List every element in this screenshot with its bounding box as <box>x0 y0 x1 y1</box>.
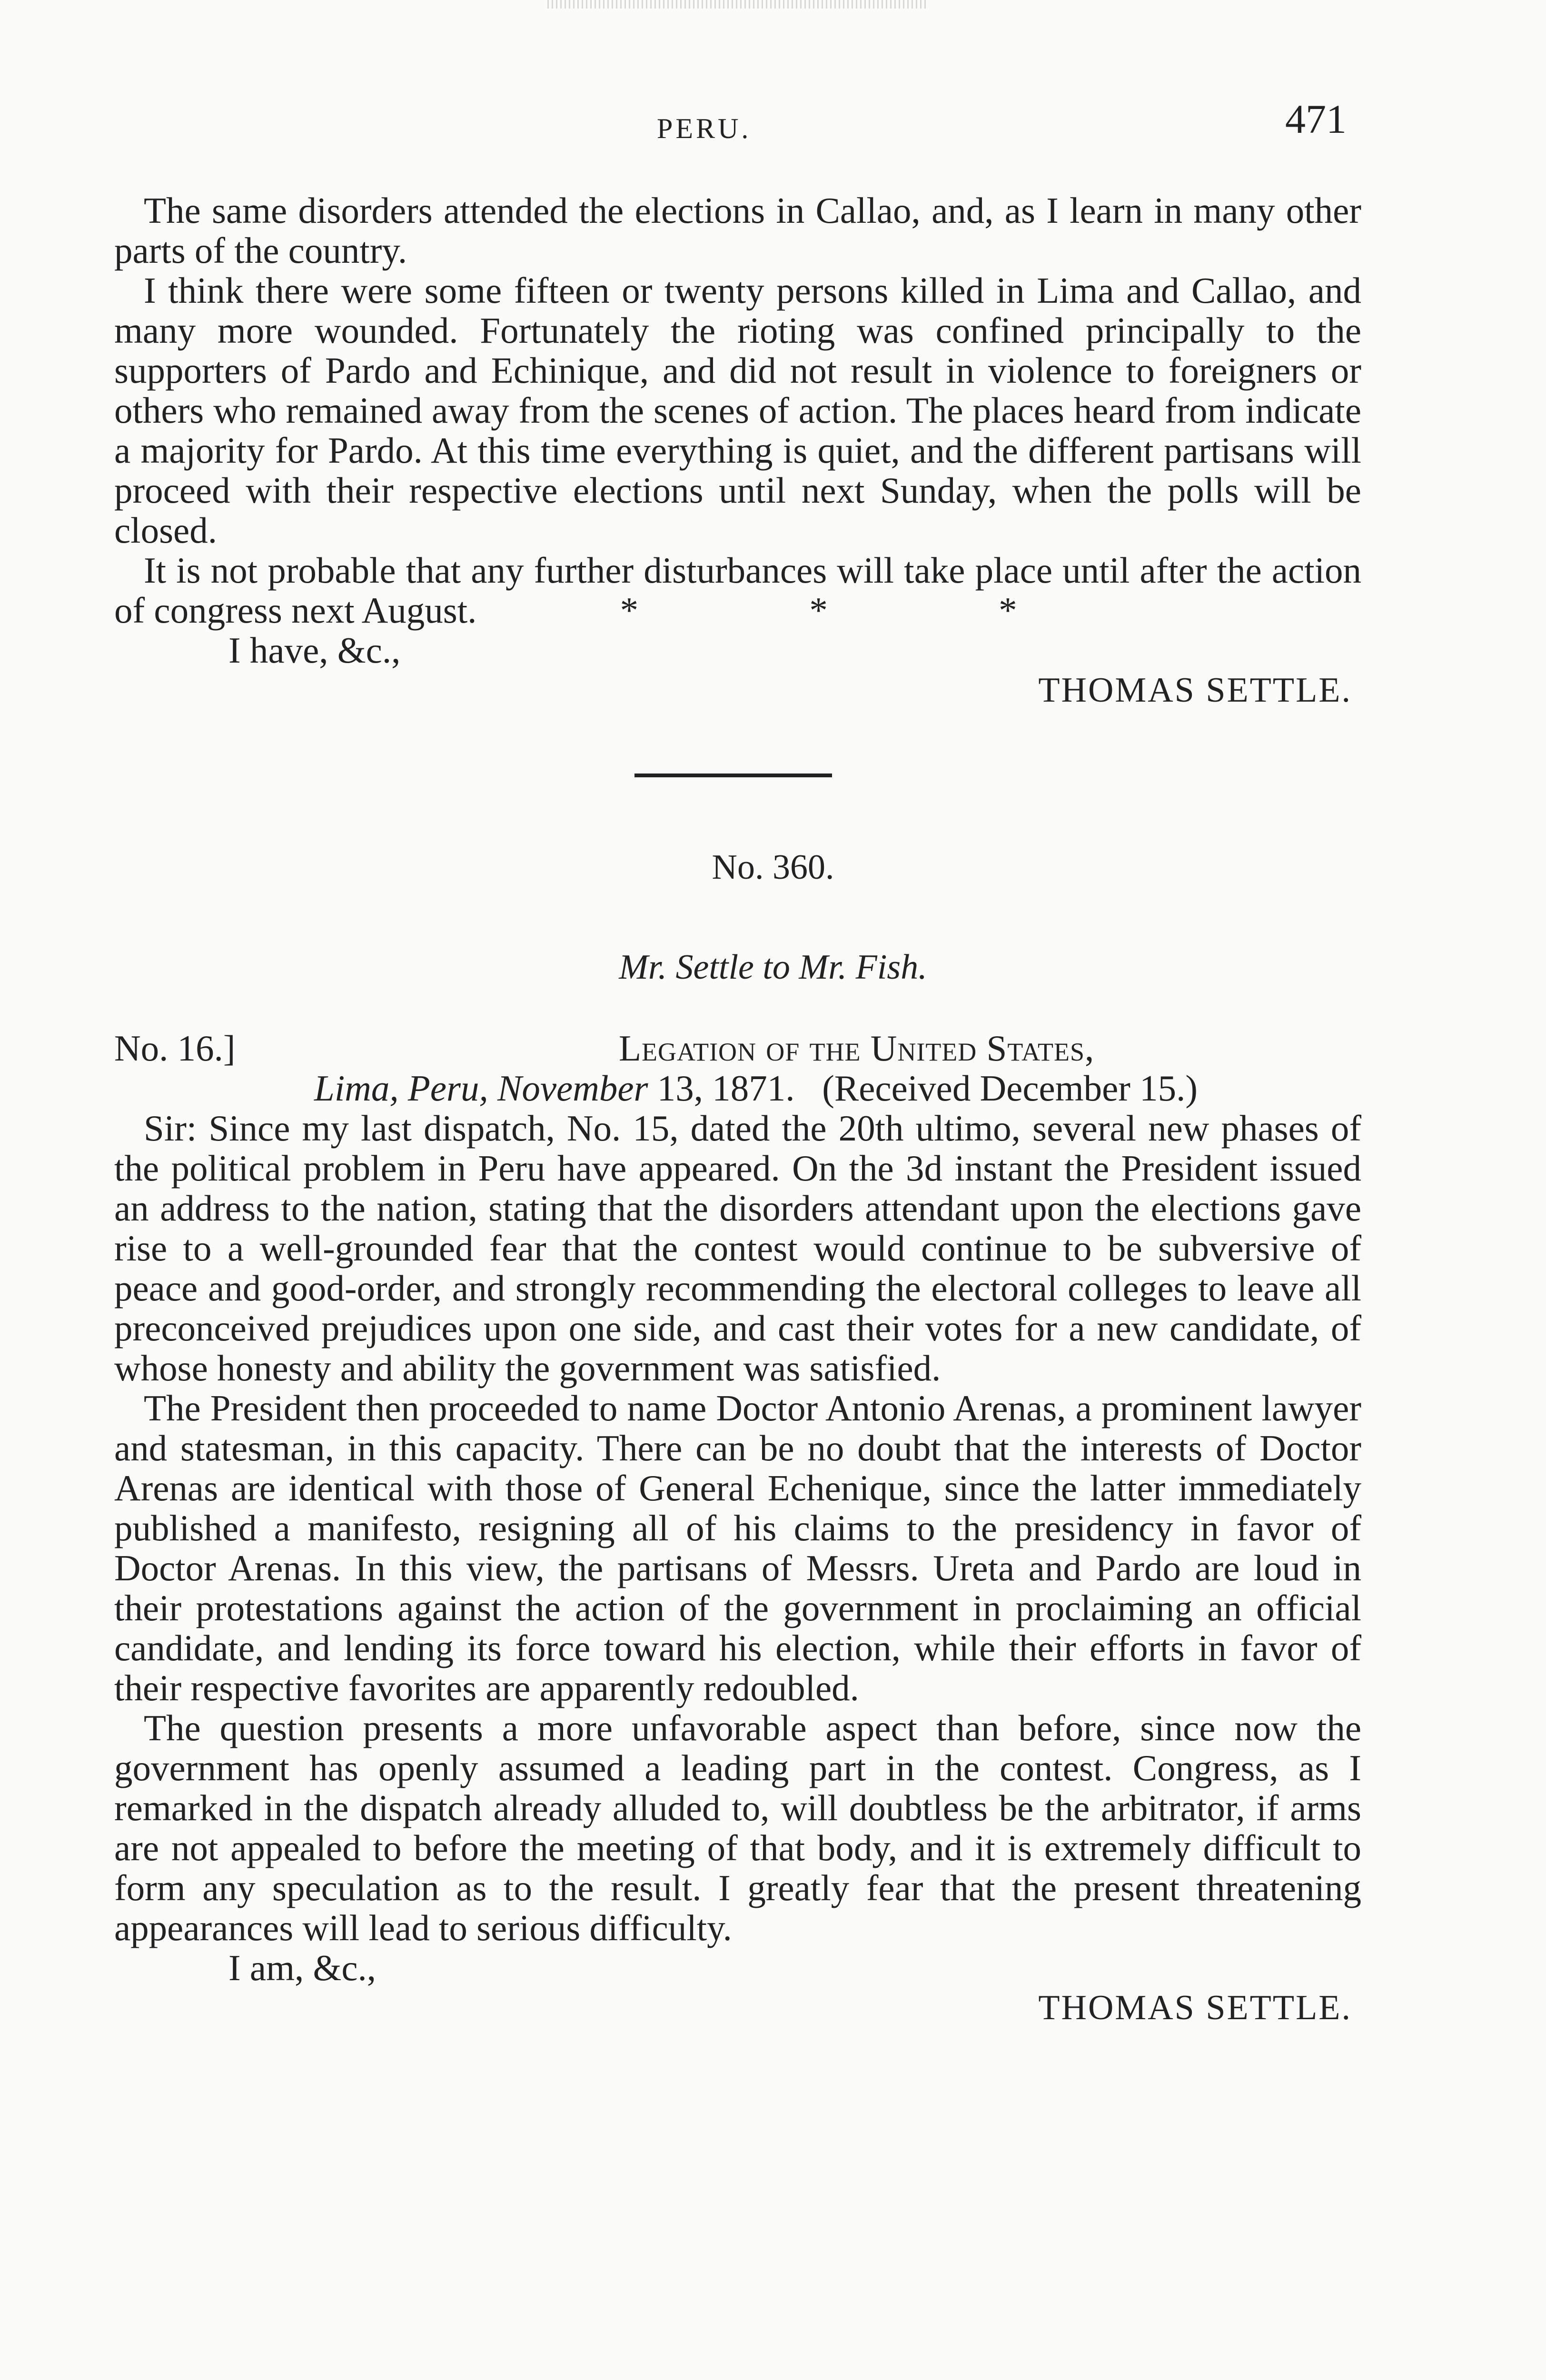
paragraph <box>114 550 1361 630</box>
place: Lima, Peru, November <box>314 1068 648 1109</box>
paragraph: The same disorders attended the elections in Callao, and, as I learn in many other parts of the country. <box>114 190 1361 271</box>
section-divider <box>634 774 832 777</box>
place-date <box>314 1068 1198 1108</box>
received-date: (Received December 15.) <box>822 1068 1198 1109</box>
signature: THOMAS SETTLE. <box>1038 1988 1352 2027</box>
document-title: Mr. Settle to Mr. Fish. <box>619 948 927 987</box>
legation-heading: Legation of the United States, <box>619 1028 1095 1069</box>
closing-salutation: I am, &c., <box>228 1947 377 1988</box>
dispatch-header <box>114 1028 1361 1068</box>
document-number: No. 360. <box>712 848 834 887</box>
paragraph: I think there were some fifteen or twenty persons killed in Lima and Callao, and many more wounded. Fortunately the rioting was confined principally to the supporters of Pardo and Echinique, and did not result in violence to foreigners or others who remained away from the scenes of action. The places heard from indicate a majority for Pardo. At this time everything is quiet, and the different partisans will proceed with their respective elections until next Sunday, when the polls will be closed. <box>114 270 1361 551</box>
letter-two <box>114 1028 1361 2028</box>
signature: THOMAS SETTLE. <box>1038 671 1352 710</box>
running-head <box>0 95 1546 148</box>
omission-asterisks: * * * <box>620 590 1098 631</box>
dispatch-number: No. 16.] <box>114 1028 236 1069</box>
paragraph: The President then proceeded to name Doctor Antonio Arenas, a prominent lawyer and statesman, in this capacity. There can be no doubt that the interests of Doctor Arenas are identical with those of General Echenique, since the latter immediately published a manifesto, resigning all of his claims to the presidency in favor of Doctor Arenas. In this view, the partisans of Messrs. Ureta and Pardo are loud in their protestations against the action of the government in proclaiming an official candidate, and lending its force toward his election, while their efforts in favor of their respective favorites are apparently redoubled. <box>114 1388 1361 1708</box>
paragraph-text: It is not probable that any further disturbances will take place until after the action of congress next August. <box>114 550 1361 631</box>
closing-salutation: I have, &c., <box>228 630 401 671</box>
paragraph: Sir: Since my last dispatch, No. 15, dated the 20th ultimo, several new phases of the political problem in Peru have appeared. On the 3d instant the President issued an address to the nation, stating that the disorders attendant upon the elections gave rise to a well-grounded fear that the contest would continue to be subversive of peace and good-order, and strongly recommending the electoral colleges to leave all preconceived prejudices upon one side, and cast their votes for a new candidate, of whose honesty and ability the government was satisfied. <box>114 1108 1361 1388</box>
letter-one <box>114 190 1361 710</box>
date: 13, 1871. <box>657 1068 795 1109</box>
running-title: PERU. <box>657 113 752 144</box>
page-number: 471 <box>1285 96 1347 142</box>
paragraph: The question presents a more unfavorable aspect than before, since now the government has openly assumed a leading part in the contest. Congress, as I remarked in the dispatch already alluded to, will doubtless be the arbitrator, if arms are not appealed to before the meeting of that body, and it is extremely difficult to form any speculation as to the result. I greatly fear that the present threatening appearances will lead to serious difficulty. <box>114 1707 1361 1948</box>
scan-artifact <box>547 0 928 9</box>
place-date-line <box>114 1068 1361 1108</box>
